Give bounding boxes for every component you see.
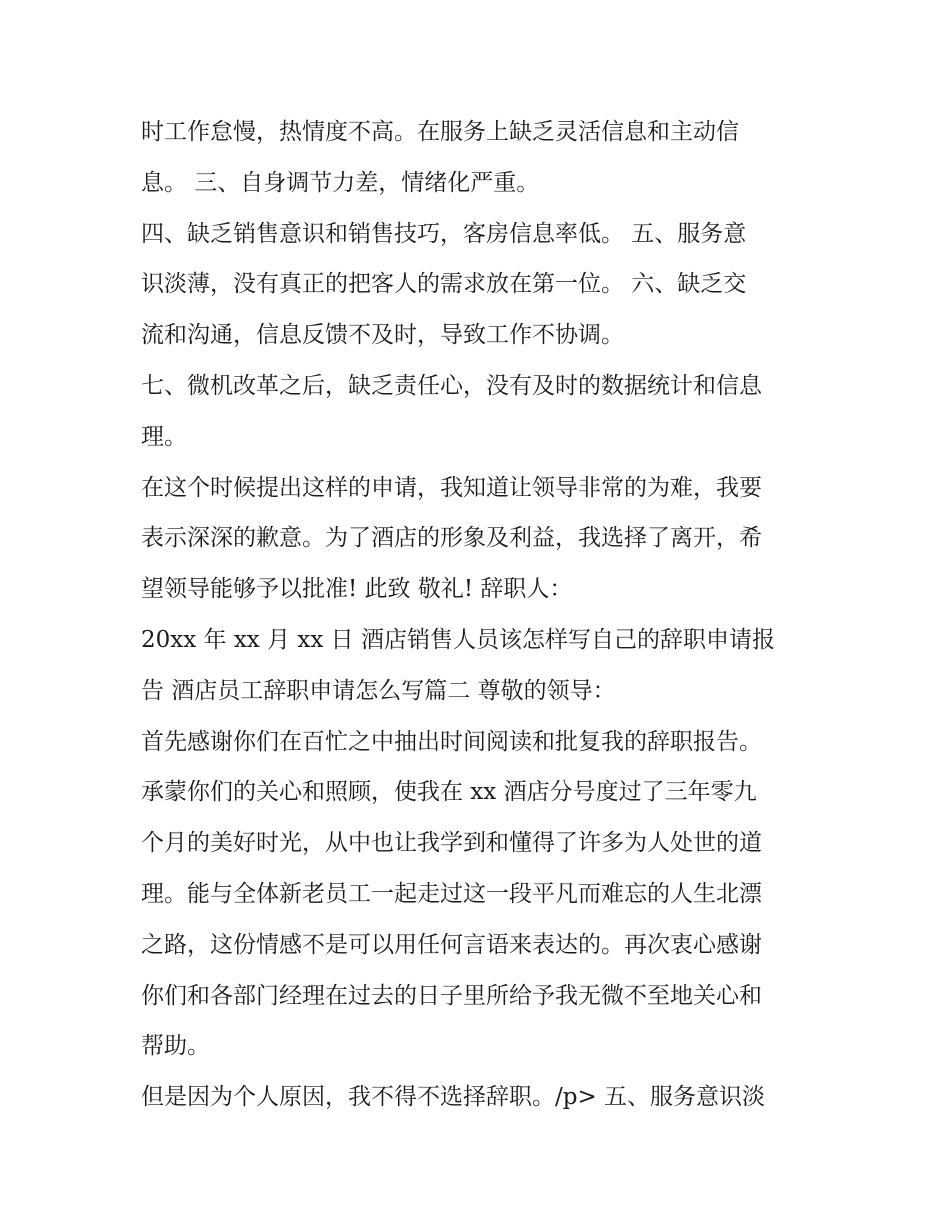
text-line: 息。 三、自身调节力差，情绪化严重。 [141,169,540,196]
text-line: 之路，这份情感不是可以用任何言语来表达的。再次衷心感谢 [141,931,762,958]
text-line: 流和沟通，信息反馈不及时，导致工作不协调。 [141,322,624,349]
text-line: 你们和各部门经理在过去的日子里所给予我无微不至地关心和 [141,982,762,1009]
text-line: 在这个时候提出这样的申请，我知道让领导非常的为难，我要 [141,474,762,501]
text-line: 但是因为个人原因，我不得不选择辞职。/p> 五、服务意识淡 [141,1084,766,1111]
text-line: 帮助。 [141,1033,210,1060]
text-line: 七、微机改革之后，缺乏责任心，没有及时的数据统计和信息 [141,372,762,399]
text-line: 表示深深的歉意。为了酒店的形象及利益，我选择了离开，希 [141,525,762,552]
text-line: 个月的美好时光，从中也让我学到和懂得了许多为人处世的道 [141,830,762,857]
text-line: 告 酒店员工辞职申请怎么写篇二 尊敬的领导： [141,677,616,704]
text-line: 承蒙你们的关心和照顾，使我在 xx 酒店分号度过了三年零九 [141,779,757,806]
document-body [141,107,821,1123]
text-line: 识淡薄，没有真正的把客人的需求放在第一位。 六、缺乏交 [141,271,747,298]
text-line: 理。能与全体新老员工一起走过这一段平凡而难忘的人生北漂 [141,880,762,907]
text-line: 四、缺乏销售意识和销售技巧，客房信息率低。 五、服务意 [141,220,747,247]
text-line: 时工作怠慢，热情度不高。在服务上缺乏灵活信息和主动信 [141,119,739,145]
text-line: 首先感谢你们在百忙之中抽出时间阅读和批复我的辞职报告。 [141,728,762,755]
text-line: 20xx 年 xx 月 xx 日 酒店销售人员该怎样写自己的辞职申请报 [141,626,775,653]
text-line: 理。 [141,423,187,450]
text-line: 望领导能够予以批准! 此致 敬礼! 辞职人： [141,576,573,603]
